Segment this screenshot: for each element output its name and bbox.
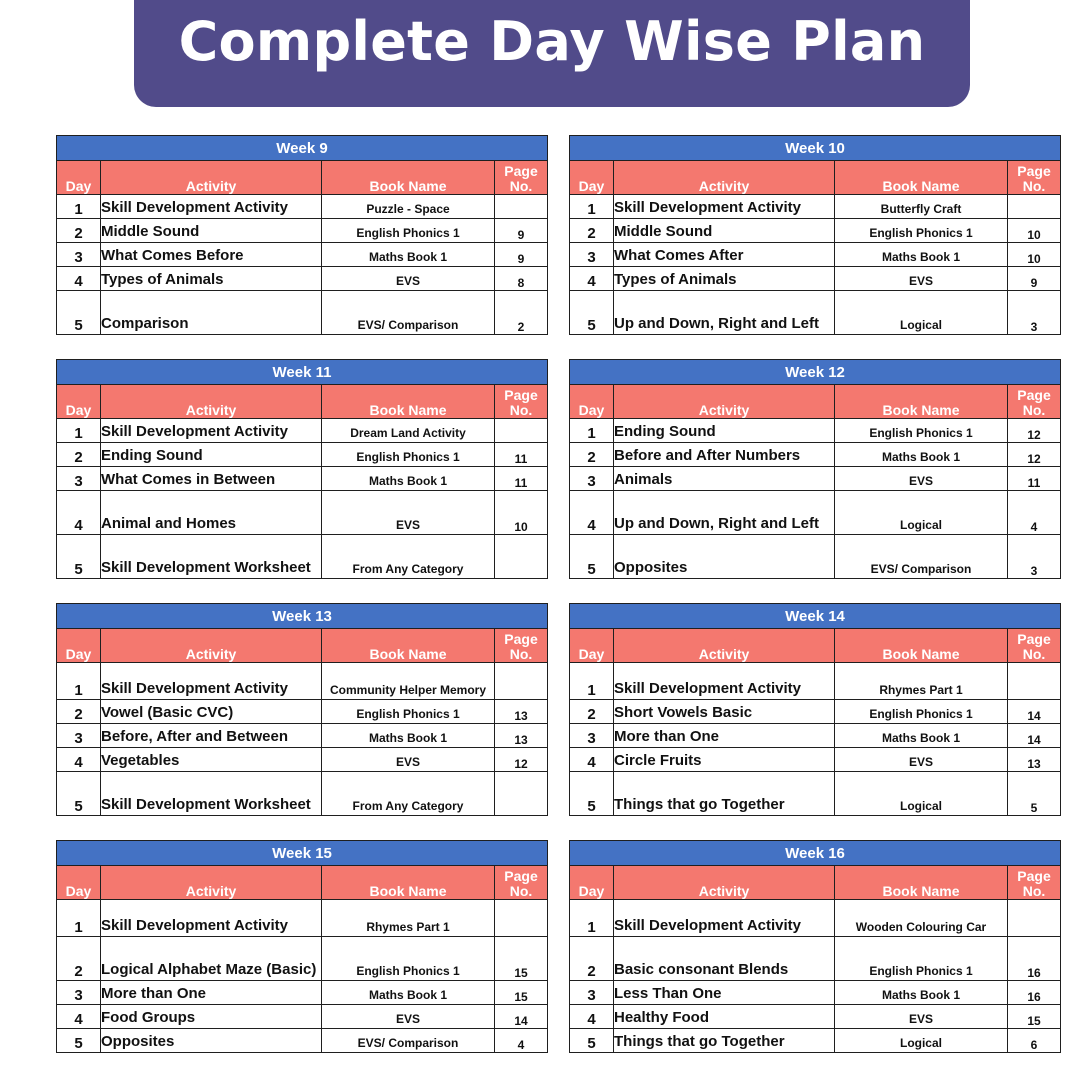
book-name-cell: EVS: [322, 491, 495, 535]
book-name-cell: Maths Book 1: [322, 467, 495, 491]
page-no-cell: 3: [1008, 291, 1061, 335]
day-cell: 1: [57, 419, 101, 443]
page-no-cell: 5: [1008, 772, 1061, 816]
book-name-cell: English Phonics 1: [835, 419, 1008, 443]
day-cell: 3: [57, 724, 101, 748]
activity-cell: Ending Sound: [101, 443, 322, 467]
table-row: [57, 1005, 548, 1029]
activity-header: Activity: [101, 866, 322, 900]
week-table: [56, 135, 548, 335]
activity-header: Activity: [101, 629, 322, 663]
page-no-cell: [495, 419, 548, 443]
activity-cell: Things that go Together: [614, 772, 835, 816]
table-row: [570, 443, 1061, 467]
book-name-cell: Butterfly Craft: [835, 195, 1008, 219]
week-title: Week 15: [57, 841, 548, 866]
book-name-cell: Maths Book 1: [835, 443, 1008, 467]
book-name-cell: Logical: [835, 772, 1008, 816]
day-cell: 1: [57, 195, 101, 219]
page-no-header-line2: No.: [509, 402, 533, 418]
page-no-cell: 14: [1008, 700, 1061, 724]
activity-header: Activity: [614, 161, 835, 195]
table-row: [57, 772, 548, 816]
book-name-cell: Maths Book 1: [322, 243, 495, 267]
day-cell: 2: [57, 219, 101, 243]
day-header: Day: [57, 866, 101, 900]
book-name-cell: From Any Category: [322, 772, 495, 816]
book-name-cell: Maths Book 1: [835, 243, 1008, 267]
page-no-cell: 10: [1008, 243, 1061, 267]
book-name-cell: Maths Book 1: [835, 981, 1008, 1005]
week-title: Week 9: [57, 136, 548, 161]
table-row: [57, 219, 548, 243]
table-row: [570, 700, 1061, 724]
week-table: [56, 603, 548, 816]
page-no-cell: 9: [1008, 267, 1061, 291]
book-name-cell: EVS/ Comparison: [322, 291, 495, 335]
day-cell: 2: [570, 443, 614, 467]
book-name-cell: Logical: [835, 491, 1008, 535]
page-no-cell: 11: [1008, 467, 1061, 491]
page-no-cell: 15: [1008, 1005, 1061, 1029]
page-no-cell: 10: [495, 491, 548, 535]
page-no-header-line1: Page: [1017, 868, 1051, 884]
week-table: [56, 359, 548, 579]
activity-cell: Basic consonant Blends: [614, 937, 835, 981]
table-row: [570, 1029, 1061, 1053]
page-no-cell: 3: [1008, 535, 1061, 579]
activity-cell: Skill Development Activity: [101, 195, 322, 219]
table-row: [57, 419, 548, 443]
day-header: Day: [57, 161, 101, 195]
page-no-header-line1: Page: [1017, 163, 1051, 179]
table-row: [570, 981, 1061, 1005]
week-title: Week 13: [57, 604, 548, 629]
book-name-header: Book Name: [322, 629, 495, 663]
day-cell: 3: [57, 981, 101, 1005]
table-row: [57, 663, 548, 700]
book-name-cell: English Phonics 1: [835, 219, 1008, 243]
page-no-cell: 12: [1008, 443, 1061, 467]
page-no-cell: [495, 772, 548, 816]
activity-cell: What Comes After: [614, 243, 835, 267]
table-row: [57, 724, 548, 748]
activity-cell: Circle Fruits: [614, 748, 835, 772]
book-name-cell: Wooden Colouring Car: [835, 900, 1008, 937]
activity-cell: Opposites: [101, 1029, 322, 1053]
day-cell: 3: [570, 243, 614, 267]
day-header: Day: [57, 385, 101, 419]
day-cell: 3: [570, 724, 614, 748]
activity-cell: Middle Sound: [101, 219, 322, 243]
activity-header: Activity: [101, 161, 322, 195]
activity-cell: Things that go Together: [614, 1029, 835, 1053]
activity-cell: Comparison: [101, 291, 322, 335]
table-row: [570, 900, 1061, 937]
page-no-cell: 12: [1008, 419, 1061, 443]
page-no-header: [495, 629, 548, 663]
activity-header: Activity: [614, 866, 835, 900]
page-no-cell: [495, 900, 548, 937]
activity-header: Activity: [614, 629, 835, 663]
book-name-cell: EVS: [835, 467, 1008, 491]
book-name-cell: EVS/ Comparison: [322, 1029, 495, 1053]
book-name-cell: Dream Land Activity: [322, 419, 495, 443]
table-row: [57, 535, 548, 579]
table-row: [570, 491, 1061, 535]
book-name-header: Book Name: [835, 866, 1008, 900]
page-no-header-line1: Page: [504, 631, 538, 647]
page-no-header-line2: No.: [1022, 402, 1046, 418]
activity-cell: Short Vowels Basic: [614, 700, 835, 724]
page-no-header: [495, 385, 548, 419]
day-cell: 3: [57, 467, 101, 491]
page-no-cell: 8: [495, 267, 548, 291]
book-name-cell: English Phonics 1: [322, 219, 495, 243]
activity-cell: Up and Down, Right and Left: [614, 291, 835, 335]
page-no-header: [1008, 385, 1061, 419]
page-no-cell: 11: [495, 467, 548, 491]
activity-cell: More than One: [614, 724, 835, 748]
book-name-cell: EVS: [835, 1005, 1008, 1029]
page-no-header-line2: No.: [1022, 883, 1046, 899]
table-row: [570, 724, 1061, 748]
page-no-cell: 11: [495, 443, 548, 467]
page-no-header-line2: No.: [509, 883, 533, 899]
book-name-cell: English Phonics 1: [835, 937, 1008, 981]
day-cell: 2: [57, 443, 101, 467]
day-cell: 5: [570, 772, 614, 816]
table-row: [57, 443, 548, 467]
page-no-cell: [1008, 900, 1061, 937]
day-cell: 4: [57, 491, 101, 535]
table-row: [57, 491, 548, 535]
page-no-cell: 14: [495, 1005, 548, 1029]
activity-cell: Before and After Numbers: [614, 443, 835, 467]
day-cell: 5: [570, 291, 614, 335]
day-cell: 3: [570, 981, 614, 1005]
page-no-cell: 13: [495, 724, 548, 748]
table-row: [570, 467, 1061, 491]
page-no-cell: 14: [1008, 724, 1061, 748]
day-cell: 5: [57, 1029, 101, 1053]
book-name-cell: English Phonics 1: [322, 443, 495, 467]
table-row: [570, 195, 1061, 219]
book-name-cell: EVS/ Comparison: [835, 535, 1008, 579]
activity-cell: Types of Animals: [101, 267, 322, 291]
week-title: Week 11: [57, 360, 548, 385]
activity-cell: Opposites: [614, 535, 835, 579]
page-no-cell: 15: [495, 937, 548, 981]
page-no-header-line1: Page: [504, 868, 538, 884]
week-table: [569, 603, 1061, 816]
week-title: Week 14: [570, 604, 1061, 629]
table-row: [57, 291, 548, 335]
book-name-cell: Rhymes Part 1: [835, 663, 1008, 700]
page-no-cell: 4: [495, 1029, 548, 1053]
page-no-cell: [495, 535, 548, 579]
activity-header: Activity: [614, 385, 835, 419]
day-cell: 4: [570, 491, 614, 535]
activity-cell: Before, After and Between: [101, 724, 322, 748]
page-no-cell: 6: [1008, 1029, 1061, 1053]
page-no-header: [1008, 629, 1061, 663]
day-header: Day: [570, 161, 614, 195]
page-no-header-line1: Page: [504, 163, 538, 179]
day-cell: 5: [57, 772, 101, 816]
page-no-cell: 9: [495, 219, 548, 243]
day-cell: 1: [57, 900, 101, 937]
activity-cell: Up and Down, Right and Left: [614, 491, 835, 535]
day-cell: 1: [57, 663, 101, 700]
book-name-header: Book Name: [322, 866, 495, 900]
activity-cell: Middle Sound: [614, 219, 835, 243]
book-name-header: Book Name: [322, 161, 495, 195]
page-no-header: [495, 866, 548, 900]
activity-cell: Ending Sound: [614, 419, 835, 443]
activity-cell: Logical Alphabet Maze (Basic): [101, 937, 322, 981]
activity-cell: Animals: [614, 467, 835, 491]
page-no-cell: 13: [1008, 748, 1061, 772]
table-row: [570, 219, 1061, 243]
table-row: [570, 267, 1061, 291]
page-no-cell: [1008, 195, 1061, 219]
day-cell: 2: [570, 700, 614, 724]
book-name-cell: Logical: [835, 1029, 1008, 1053]
book-name-header: Book Name: [322, 385, 495, 419]
title-banner: [134, 0, 970, 107]
day-cell: 4: [570, 748, 614, 772]
activity-cell: Skill Development Worksheet: [101, 772, 322, 816]
page-no-cell: 16: [1008, 981, 1061, 1005]
table-row: [57, 700, 548, 724]
table-row: [57, 748, 548, 772]
book-name-cell: English Phonics 1: [835, 700, 1008, 724]
activity-cell: Skill Development Activity: [614, 195, 835, 219]
activity-cell: What Comes Before: [101, 243, 322, 267]
day-header: Day: [570, 385, 614, 419]
day-header: Day: [570, 866, 614, 900]
page-no-cell: 4: [1008, 491, 1061, 535]
page-no-cell: 10: [1008, 219, 1061, 243]
book-name-cell: Community Helper Memory: [322, 663, 495, 700]
day-cell: 1: [570, 900, 614, 937]
activity-cell: More than One: [101, 981, 322, 1005]
table-row: [57, 1029, 548, 1053]
page-no-header: [1008, 161, 1061, 195]
book-name-cell: Puzzle - Space: [322, 195, 495, 219]
table-row: [57, 981, 548, 1005]
table-row: [570, 243, 1061, 267]
table-row: [570, 1005, 1061, 1029]
table-row: [570, 535, 1061, 579]
page-no-header-line1: Page: [1017, 387, 1051, 403]
table-row: [57, 900, 548, 937]
day-cell: 4: [57, 1005, 101, 1029]
day-cell: 3: [570, 467, 614, 491]
week-table: [569, 359, 1061, 579]
week-title: Week 12: [570, 360, 1061, 385]
activity-cell: Vegetables: [101, 748, 322, 772]
page-no-header: [495, 161, 548, 195]
book-name-cell: EVS: [322, 267, 495, 291]
table-row: [570, 937, 1061, 981]
table-row: [570, 663, 1061, 700]
day-cell: 4: [57, 748, 101, 772]
day-cell: 1: [570, 663, 614, 700]
day-cell: 3: [57, 243, 101, 267]
page-no-header: [1008, 866, 1061, 900]
page-no-cell: 15: [495, 981, 548, 1005]
page-no-cell: [1008, 663, 1061, 700]
day-header: Day: [57, 629, 101, 663]
page-no-cell: [495, 663, 548, 700]
table-row: [57, 267, 548, 291]
day-cell: 1: [570, 419, 614, 443]
day-cell: 5: [570, 535, 614, 579]
table-row: [570, 291, 1061, 335]
week-table: [56, 840, 548, 1053]
page-no-cell: [495, 195, 548, 219]
activity-cell: Animal and Homes: [101, 491, 322, 535]
day-cell: 2: [57, 937, 101, 981]
book-name-header: Book Name: [835, 385, 1008, 419]
table-row: [57, 195, 548, 219]
activity-cell: Skill Development Activity: [101, 419, 322, 443]
page-no-cell: 12: [495, 748, 548, 772]
book-name-cell: English Phonics 1: [322, 700, 495, 724]
day-cell: 1: [570, 195, 614, 219]
book-name-cell: Maths Book 1: [322, 724, 495, 748]
page-no-header-line2: No.: [509, 646, 533, 662]
page-no-header-line2: No.: [1022, 646, 1046, 662]
activity-header: Activity: [101, 385, 322, 419]
book-name-cell: From Any Category: [322, 535, 495, 579]
book-name-cell: EVS: [322, 748, 495, 772]
book-name-cell: Maths Book 1: [835, 724, 1008, 748]
day-cell: 4: [570, 1005, 614, 1029]
activity-cell: Skill Development Activity: [101, 900, 322, 937]
activity-cell: Less Than One: [614, 981, 835, 1005]
day-cell: 2: [570, 219, 614, 243]
day-cell: 2: [57, 700, 101, 724]
activity-cell: Types of Animals: [614, 267, 835, 291]
table-row: [570, 748, 1061, 772]
activity-cell: Skill Development Worksheet: [101, 535, 322, 579]
page-no-cell: 16: [1008, 937, 1061, 981]
book-name-cell: EVS: [835, 267, 1008, 291]
page-no-cell: 13: [495, 700, 548, 724]
week-title: Week 10: [570, 136, 1061, 161]
book-name-cell: Maths Book 1: [322, 981, 495, 1005]
page-no-cell: 2: [495, 291, 548, 335]
book-name-cell: EVS: [322, 1005, 495, 1029]
activity-cell: Vowel (Basic CVC): [101, 700, 322, 724]
activity-cell: Food Groups: [101, 1005, 322, 1029]
table-row: [57, 243, 548, 267]
day-cell: 2: [570, 937, 614, 981]
day-cell: 5: [570, 1029, 614, 1053]
page-no-header-line2: No.: [509, 178, 533, 194]
day-header: Day: [570, 629, 614, 663]
table-row: [570, 419, 1061, 443]
day-cell: 4: [57, 267, 101, 291]
table-row: [570, 772, 1061, 816]
book-name-cell: English Phonics 1: [322, 937, 495, 981]
day-cell: 5: [57, 535, 101, 579]
book-name-header: Book Name: [835, 629, 1008, 663]
week-table: [569, 135, 1061, 335]
page-no-header-line1: Page: [1017, 631, 1051, 647]
activity-cell: Skill Development Activity: [101, 663, 322, 700]
table-row: [57, 937, 548, 981]
activity-cell: Healthy Food: [614, 1005, 835, 1029]
book-name-cell: EVS: [835, 748, 1008, 772]
activity-cell: Skill Development Activity: [614, 900, 835, 937]
page-no-header-line1: Page: [504, 387, 538, 403]
book-name-cell: Rhymes Part 1: [322, 900, 495, 937]
day-cell: 4: [570, 267, 614, 291]
page-no-header-line2: No.: [1022, 178, 1046, 194]
activity-cell: What Comes in Between: [101, 467, 322, 491]
book-name-cell: Logical: [835, 291, 1008, 335]
week-title: Week 16: [570, 841, 1061, 866]
book-name-header: Book Name: [835, 161, 1008, 195]
activity-cell: Skill Development Activity: [614, 663, 835, 700]
page-title: Complete Day Wise Plan: [178, 10, 926, 73]
day-cell: 5: [57, 291, 101, 335]
week-table: [569, 840, 1061, 1053]
page-no-cell: 9: [495, 243, 548, 267]
table-row: [57, 467, 548, 491]
